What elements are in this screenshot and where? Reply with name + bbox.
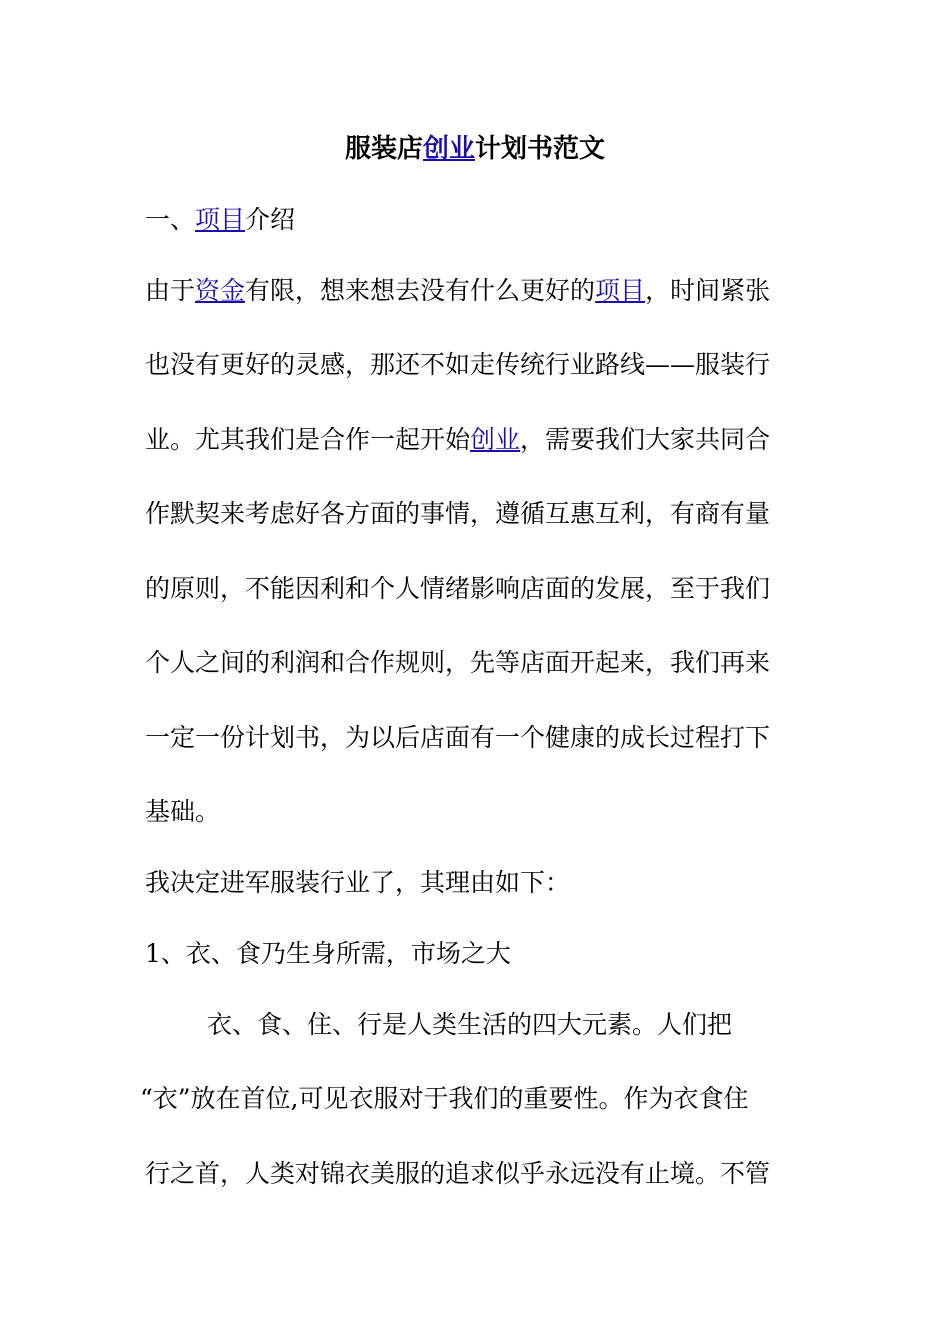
para1-line-4: 作默契来考虑好各方面的事情，遵循互惠互利，有商有量 (145, 499, 771, 528)
title-text-start: 服装店 (344, 134, 423, 164)
para1-line-2: 也没有更好的灵感，那还不如走传统行业路线——服装行 (145, 350, 771, 379)
section-number: 一、 (145, 205, 196, 234)
reason-1-heading: 1、衣、食乃生身所需，市场之大 (145, 939, 511, 968)
para3-line-1: 衣、食、住、行是人类生活的四大元素。人们把 (207, 1010, 733, 1039)
para1-line-6: 个人之间的利润和合作规则，先等店面开起来，我们再来 (145, 648, 771, 677)
document-title (0, 133, 950, 165)
text-span: 有限，想来想去没有什么更好的 (245, 276, 596, 305)
para1-line-8: 基础。 (145, 797, 221, 826)
text-span: ，时间紧张 (645, 276, 771, 305)
para1-line-5: 的原则，不能因利和个人情绪影响店面的发展，至于我们 (145, 574, 771, 603)
section-text: 介绍 (245, 205, 296, 234)
para3-line-3: 行之首，人类对锦衣美服的追求似乎永远没有止境。不管 (145, 1159, 771, 1188)
title-text-end: 计划书范文 (475, 134, 606, 164)
para1-line-1 (145, 276, 770, 306)
link-zijin[interactable]: 资金 (195, 276, 246, 305)
para1-line-7: 一定一份计划书，为以后店面有一个健康的成长过程打下 (145, 723, 771, 752)
text-span: 由于 (145, 276, 196, 305)
text-span: 业。尤其我们是合作一起开始 (145, 425, 471, 454)
para2-line: 我决定进军服装行业了，其理由如下： (145, 868, 571, 897)
title-link-chuangye[interactable]: 创业 (422, 134, 475, 164)
section-heading-1 (145, 205, 295, 235)
text-span: ，需要我们大家共同合 (520, 425, 771, 454)
link-xiangmu[interactable]: 项目 (595, 276, 646, 305)
link-chuangye[interactable]: 创业 (470, 425, 521, 454)
para1-line-3 (145, 425, 770, 455)
para3-line-2: “衣”放在首位,可见衣服对于我们的重要性。作为衣食住 (140, 1084, 749, 1113)
section-link-xiangmu[interactable]: 项目 (195, 205, 246, 234)
